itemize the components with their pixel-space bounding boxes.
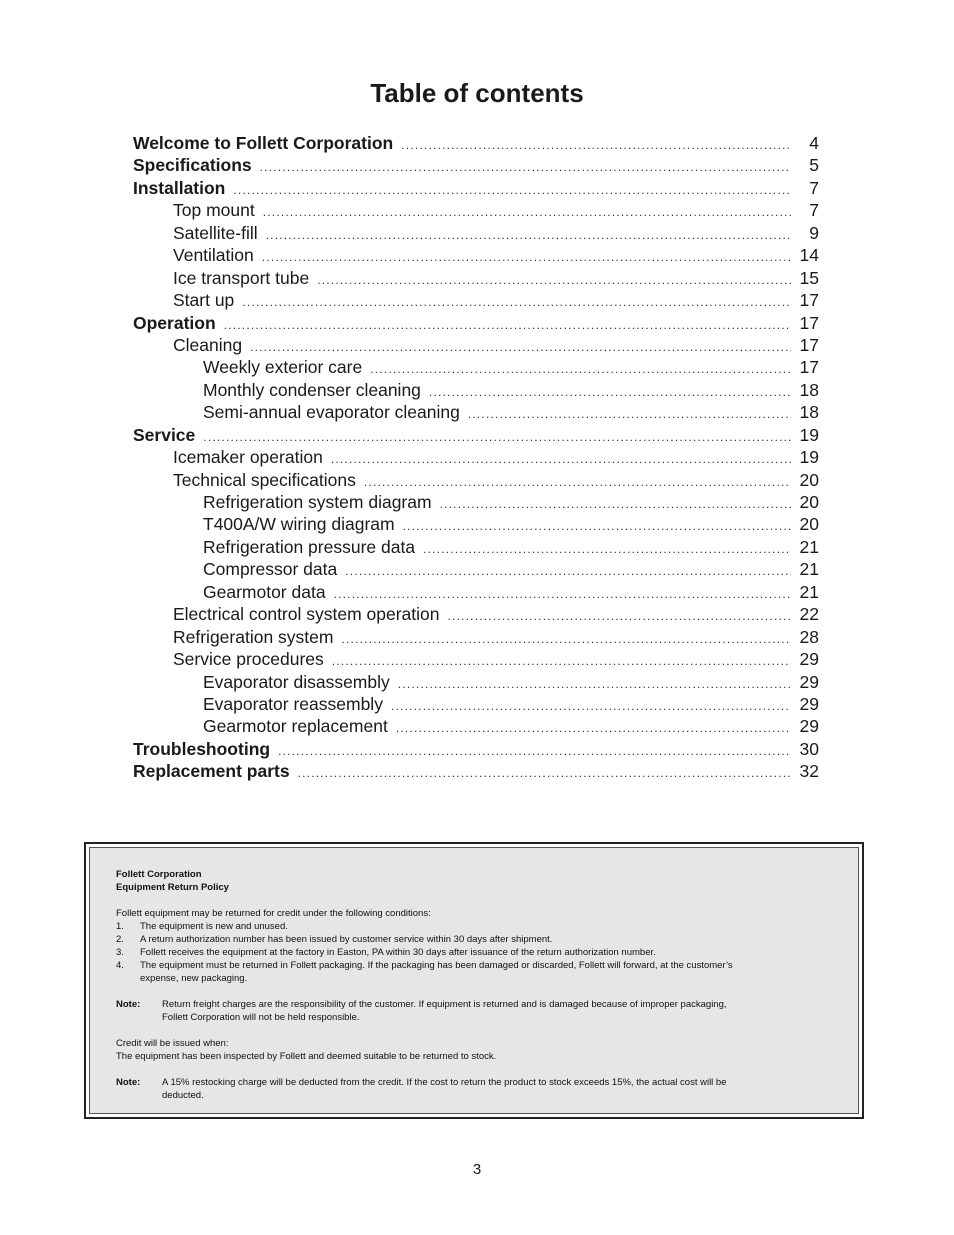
policy-note-restocking [116,1076,832,1102]
toc-dot-leader [403,515,791,537]
toc-entry-page: 17 [799,357,819,378]
toc-entry[interactable] [133,469,819,491]
toc-entry[interactable] [133,513,819,535]
policy-intro: Follett equipment may be returned for credit under the following conditions: [116,908,431,919]
policy-company: Follett Corporation [116,869,202,880]
toc-entry-page: 19 [799,424,819,445]
policy-note-freight [116,998,832,1024]
toc-entry-page: 30 [799,738,819,759]
condition-text: Follett receives the equipment at the factory in Easton, PA within 30 days after issuance of the return authorization number. [140,947,656,958]
toc-entry-label: Refrigeration system diagram [203,492,432,512]
toc-entry[interactable] [133,379,819,401]
toc-entry[interactable] [133,558,819,580]
toc-entry-label: Installation [133,177,226,198]
toc-entry[interactable] [133,244,819,266]
toc-entry-label: Welcome to Follett Corporation [133,133,394,153]
toc-dot-leader [345,560,791,582]
toc-dot-leader [203,426,791,448]
toc-entry-page: 4 [809,133,819,153]
toc-entry[interactable] [133,491,819,513]
toc-entry-page: 32 [799,761,819,782]
toc-entry[interactable] [133,424,819,446]
toc-entry-page: 19 [799,447,819,468]
toc-entry-page: 21 [799,559,819,580]
toc-entry[interactable] [133,626,819,648]
toc-dot-leader [242,291,791,313]
toc-entry-page: 17 [799,334,819,355]
toc-dot-leader [334,583,791,605]
toc-entry-label: Technical specifications [173,469,356,490]
toc-entry[interactable] [133,738,819,760]
toc-entry-page: 29 [799,716,819,737]
policy-condition [116,933,832,946]
toc-entry-page: 29 [799,693,819,714]
toc-dot-leader [233,179,791,201]
toc-entry[interactable] [133,132,819,154]
toc-entry-label: Troubleshooting [133,738,271,759]
table-of-contents [133,132,819,783]
toc-entry-page: 17 [799,312,819,333]
toc-entry-label: Start up [173,290,235,311]
toc-entry-label: Gearmotor replacement [203,716,388,737]
toc-entry[interactable] [133,581,819,603]
toc-entry-page: 20 [799,492,819,512]
policy-credit-text: The equipment has been inspected by Follett and deemed suitable to be returned to stock. [116,1051,497,1062]
toc-entry-label: Electrical control system operation [173,604,440,625]
condition-number: 1. [116,921,124,932]
toc-entry-page: 21 [799,536,819,557]
condition-text: The equipment is new and unused. [140,921,288,932]
toc-entry[interactable] [133,312,819,334]
toc-entry[interactable] [133,715,819,737]
condition-number: 4. [116,960,124,971]
toc-dot-leader [266,224,791,246]
toc-entry-label: T400A/W wiring diagram [203,514,395,535]
toc-entry-label: Refrigeration pressure data [203,536,416,557]
toc-entry-label: Service [133,424,196,445]
note-text: Return freight charges are the responsibility of the customer. If equipment is returned and is damaged because of improper packaging, Follett Corporation will not be held responsible. [162,999,727,1023]
policy-heading: Equipment Return Policy [116,882,229,893]
toc-entry-label: Cleaning [173,334,243,355]
toc-dot-leader [448,605,792,627]
toc-dot-leader [317,269,791,291]
toc-dot-leader [468,403,791,425]
toc-dot-leader [429,381,791,403]
condition-number: 2. [116,934,124,945]
toc-entry-label: Gearmotor data [203,581,326,602]
toc-entry[interactable] [133,222,819,244]
toc-entry[interactable] [133,199,819,221]
toc-entry-label: Top mount [173,200,255,221]
toc-entry-label: Ventilation [173,245,254,266]
toc-entry-page: 18 [799,379,819,400]
toc-entry-page: 15 [799,267,819,288]
toc-entry-page: 5 [809,155,819,176]
policy-credit-heading: Credit will be issued when: [116,1038,229,1049]
toc-entry-page: 29 [799,649,819,670]
policy-conditions-list [116,920,832,985]
toc-dot-leader [278,740,791,762]
toc-dot-leader [224,314,791,336]
toc-dot-leader [341,628,791,650]
note-label: Note: [116,999,141,1010]
toc-dot-leader [250,336,791,358]
toc-entry-page: 18 [799,402,819,423]
note-label: Note: [116,1077,141,1088]
toc-entry-label: Monthly condenser cleaning [203,379,421,400]
policy-condition [116,959,832,985]
condition-number: 3. [116,947,124,958]
toc-entry[interactable] [133,334,819,356]
toc-entry[interactable] [133,154,819,176]
toc-entry-page: 21 [799,581,819,602]
note-text: A 15% restocking charge will be deducted from the credit. If the cost to return the product to stock exceeds 15%, the actual cost will be deducted. [162,1077,727,1101]
toc-entry-label: Weekly exterior care [203,357,363,378]
toc-entry-page: 17 [799,290,819,311]
toc-entry[interactable] [133,356,819,378]
toc-dot-leader [331,448,791,470]
toc-entry[interactable] [133,401,819,423]
page-title: Table of contents [370,78,584,108]
toc-entry[interactable] [133,671,819,693]
toc-dot-leader [332,650,791,672]
toc-entry-page: 14 [799,245,819,266]
toc-dot-leader [398,673,791,695]
toc-dot-leader [391,695,791,717]
toc-entry[interactable] [133,536,819,558]
toc-entry[interactable] [133,177,819,199]
toc-entry-label: Operation [133,312,216,333]
toc-dot-leader [440,493,791,515]
toc-entry[interactable] [133,648,819,670]
toc-entry-page: 22 [799,604,819,625]
toc-entry[interactable] [133,446,819,468]
toc-dot-leader [263,201,791,223]
toc-entry-page: 20 [799,469,819,490]
toc-entry[interactable] [133,603,819,625]
toc-entry-label: Ice transport tube [173,267,310,288]
toc-entry-page: 7 [809,177,819,198]
toc-entry-page: 28 [799,626,819,647]
toc-entry-label: Satellite-fill [173,222,258,243]
policy-condition [116,920,832,933]
toc-entry-page: 7 [809,200,819,221]
toc-entry-label: Icemaker operation [173,447,323,468]
return-policy-panel [89,847,859,1114]
toc-dot-leader [262,246,791,268]
toc-dot-leader [396,717,791,739]
toc-entry[interactable] [133,267,819,289]
toc-dot-leader [260,156,791,178]
toc-entry[interactable] [133,760,819,782]
toc-entry-page: 9 [809,222,819,243]
toc-entry-label: Evaporator reassembly [203,693,383,714]
toc-dot-leader [401,134,791,156]
toc-entry-label: Service procedures [173,649,324,670]
toc-entry-page: 20 [799,514,819,535]
condition-text: The equipment must be returned in Follett packaging. If the packaging has been damaged or discarded, Follett will forward, at the customer’s expense, new packaging. [140,960,733,984]
policy-condition [116,946,832,959]
toc-entry-label: Refrigeration system [173,626,334,647]
toc-entry-page: 29 [799,671,819,692]
toc-dot-leader [298,762,791,784]
return-policy-box [84,842,864,1119]
toc-entry-label: Semi-annual evaporator cleaning [203,402,460,423]
toc-entry[interactable] [133,289,819,311]
toc-dot-leader [423,538,791,560]
toc-entry[interactable] [133,693,819,715]
condition-text: A return authorization number has been issued by customer service within 30 days after shipment. [140,934,553,945]
toc-dot-leader [370,358,791,380]
toc-entry-label: Compressor data [203,559,338,580]
toc-entry-label: Replacement parts [133,761,290,782]
toc-entry-label: Evaporator disassembly [203,671,390,692]
page-number: 3 [472,1161,482,1178]
toc-entry-label: Specifications [133,155,252,176]
toc-dot-leader [364,471,791,493]
